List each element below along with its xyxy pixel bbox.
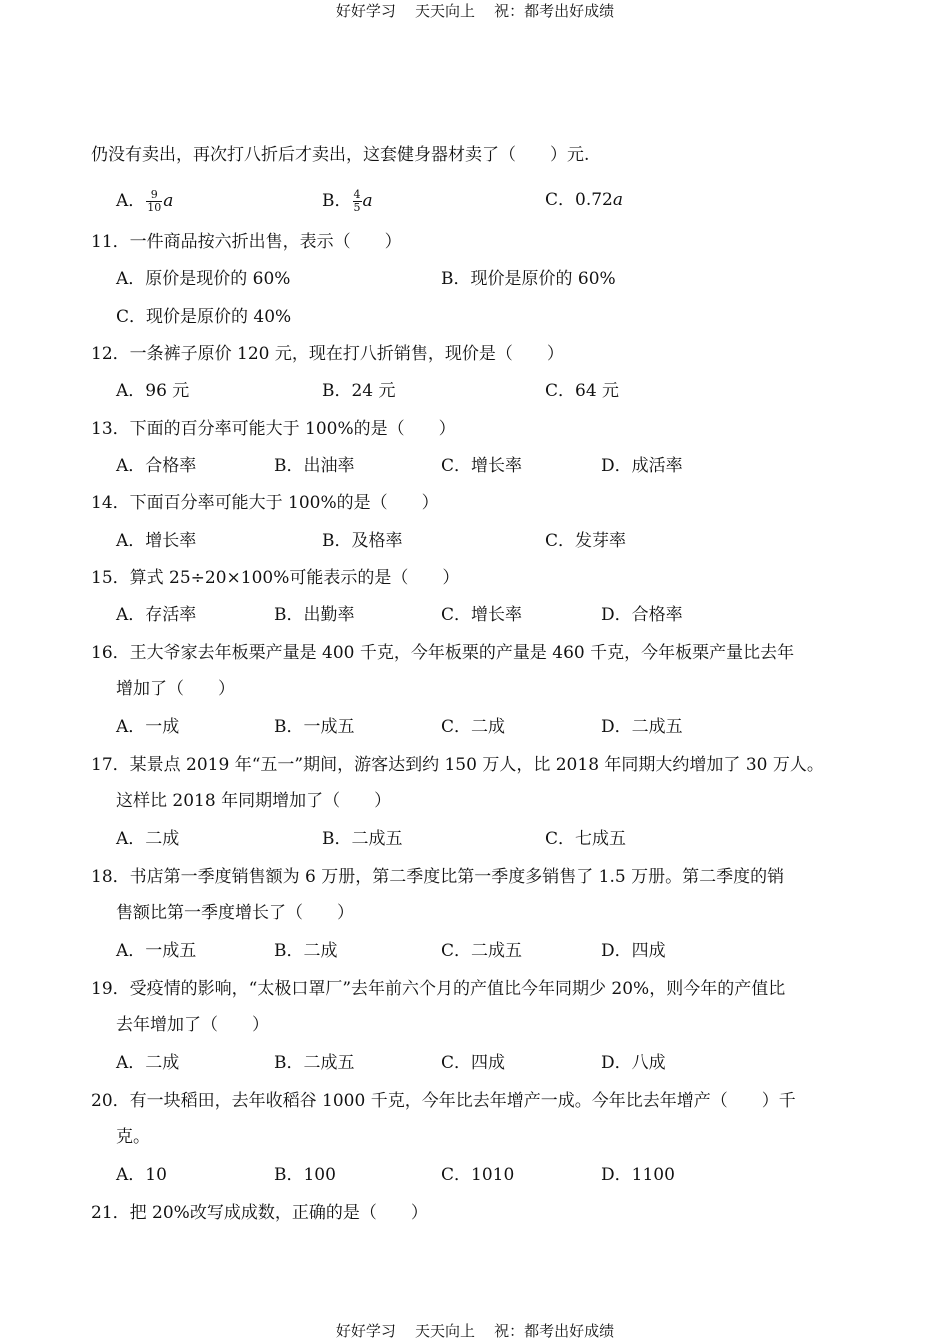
q13-option-a[interactable]: A．合格率 [116, 456, 197, 476]
q19-option-a[interactable]: A．二成 [116, 1053, 180, 1073]
q15-option-d[interactable]: D．合格率 [601, 605, 683, 625]
q18-option-a[interactable]: A．一成五 [116, 941, 197, 961]
q19-option-b[interactable]: B．二成五 [274, 1053, 355, 1073]
q12-option-a[interactable]: A．96 元 [116, 381, 190, 401]
q12-option-c[interactable]: C．64 元 [545, 381, 620, 401]
q13-option-c[interactable]: C．增长率 [441, 456, 523, 476]
q14-option-c[interactable]: C．发芽率 [545, 531, 627, 551]
q19-option-c[interactable]: C．四成 [441, 1053, 506, 1073]
q20-option-d[interactable]: D．1100 [601, 1165, 675, 1185]
q12-option-b[interactable]: B．24 元 [322, 381, 396, 401]
q19-option-d[interactable]: D．八成 [601, 1053, 666, 1073]
q13-option-b[interactable]: B．出油率 [274, 456, 355, 476]
q15-option-b[interactable]: B．出勤率 [274, 605, 355, 625]
q12-stem: 12．一条裤子原价 120 元，现在打八折销售，现价是（ ） [91, 344, 564, 364]
q15-stem: 15．算式 25÷20×100%可能表示的是（ ） [91, 568, 460, 588]
q18-option-c[interactable]: C．二成五 [441, 941, 523, 961]
q10-option-c[interactable] [545, 189, 623, 211]
page-footer: 好好学习 天天向上 祝：都考出好成绩 [335, 1322, 615, 1340]
q10-option-c-label: C．0.72 [545, 190, 613, 210]
q11-stem: 11．一件商品按六折出售，表示（ ） [91, 232, 402, 252]
q11-option-b[interactable]: B．现价是原价的 60% [441, 269, 616, 289]
q10-option-a-label: A． [116, 191, 146, 211]
fraction-numerator: 4 [353, 188, 361, 201]
q21-stem: 21．把 20%改写成成数，正确的是（ ） [91, 1203, 428, 1223]
page-header: 好好学习 天天向上 祝：都考出好成绩 [335, 2, 615, 20]
q16-stem-line2: 增加了（ ） [116, 679, 235, 699]
q18-stem-line2: 售额比第一季度增长了（ ） [116, 903, 354, 923]
variable-a: a [612, 190, 623, 210]
q10-option-b-label: B． [322, 191, 352, 211]
q10-option-b[interactable] [322, 189, 373, 214]
fraction-numerator: 9 [146, 189, 162, 202]
q10-option-a-fraction [146, 189, 162, 214]
variable-a: a [163, 191, 174, 211]
q16-option-a[interactable]: A．一成 [116, 717, 180, 737]
fraction-denominator: 5 [353, 201, 361, 214]
q20-option-b[interactable]: B．100 [274, 1165, 336, 1185]
q17-option-c[interactable]: C．七成五 [545, 829, 627, 849]
q17-stem-line1: 17．某景点 2019 年“五一”期间，游客达到约 150 万人，比 2018 年同期大约增加了 30 万人。 [91, 755, 824, 775]
q10-option-a[interactable] [116, 189, 173, 214]
q17-option-a[interactable]: A．二成 [116, 829, 180, 849]
q14-stem: 14．下面百分率可能大于 100%的是（ ） [91, 493, 439, 513]
q18-option-d[interactable]: D．四成 [601, 941, 666, 961]
q16-stem-line1: 16．王大爷家去年板栗产量是 400 千克，今年板栗的产量是 460 千克，今年板栗产量比去年 [91, 643, 795, 663]
q18-stem-line1: 18．书店第一季度销售额为 6 万册，第二季度比第一季度多销售了 1.5 万册。第二季度的销 [91, 867, 785, 887]
q11-option-a[interactable]: A．原价是现价的 60% [116, 269, 291, 289]
q17-option-b[interactable]: B．二成五 [322, 829, 403, 849]
q16-option-c[interactable]: C．二成 [441, 717, 506, 737]
q14-option-b[interactable]: B．及格率 [322, 531, 403, 551]
q20-stem-line1: 20．有一块稻田，去年收稻谷 1000 千克，今年比去年增产一成。今年比去年增产（ ）千 [91, 1091, 796, 1111]
q10-continuation: 仍没有卖出，再次打八折后才卖出，这套健身器材卖了（ ）元. [91, 145, 590, 165]
q13-option-d[interactable]: D．成活率 [601, 456, 683, 476]
q18-option-b[interactable]: B．二成 [274, 941, 338, 961]
q20-option-a[interactable]: A．10 [116, 1165, 167, 1185]
q11-option-c[interactable]: C．现价是原价的 40% [116, 307, 292, 327]
q14-option-a[interactable]: A．增长率 [116, 531, 197, 551]
q19-stem-line2: 去年增加了（ ） [116, 1015, 269, 1035]
q19-stem-line1: 19．受疫情的影响，“太极口罩厂”去年前六个月的产值比今年同期少 20%，则今年的产值比 [91, 979, 786, 999]
fraction-denominator: 10 [147, 201, 162, 214]
q17-stem-line2: 这样比 2018 年同期增加了（ ） [116, 791, 392, 811]
q10-option-b-fraction [353, 189, 362, 214]
q15-option-a[interactable]: A．存活率 [116, 605, 197, 625]
variable-a: a [362, 191, 373, 211]
q13-stem: 13．下面的百分率可能大于 100%的是（ ） [91, 419, 456, 439]
q16-option-b[interactable]: B．一成五 [274, 717, 355, 737]
q20-stem-line2: 克。 [116, 1127, 150, 1147]
q20-option-c[interactable]: C．1010 [441, 1165, 515, 1185]
q15-option-c[interactable]: C．增长率 [441, 605, 523, 625]
q16-option-d[interactable]: D．二成五 [601, 717, 683, 737]
